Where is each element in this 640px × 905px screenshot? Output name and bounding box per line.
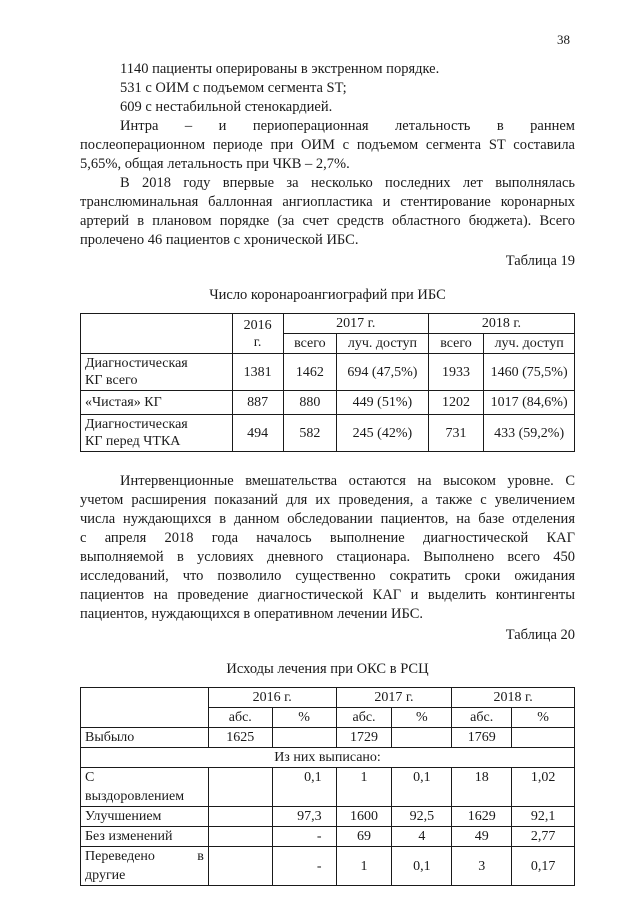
table-20-subheader-abs: абс. [452,708,512,728]
table-cell: 97,3 [272,807,336,827]
row-label: Диагностическая КГ всего [81,354,233,391]
text-line: послеоперационном периоде при ОИМ с подъемом сегмента ST составила [80,137,575,153]
table-19-subheader-radial-2018: луч. доступ [484,334,575,354]
text-line: учетом расширения показаний для их проведения, а также с увеличением [80,492,575,508]
table-cell: 49 [452,827,512,847]
text-line: артерий в плановом порядке (за счет средств областного бюджета). Всего [80,213,575,229]
table-cell: 1600 [336,807,392,827]
table-19-subheader-all-2018: всего [428,334,483,354]
table-cell [512,728,575,748]
table-20-subheader-pct: % [272,708,336,728]
table-20-title: Исходы лечения при ОКС в РСЦ [226,661,429,677]
table-cell [208,807,272,827]
table-cell: 1933 [428,354,483,391]
table-cell: 880 [283,391,336,415]
table-cell: 1381 [232,354,283,391]
table-cell: 1 [336,768,392,807]
document-body [80,60,575,886]
table-19-label: Таблица 19 [505,253,575,269]
table-cell: 0,1 [392,768,452,807]
text-line: исследований, что позволило существенно сократить сроки ожидания [80,568,575,584]
table-row [81,354,575,391]
text-line: В 2018 году впервые за несколько последних лет выполнялась [120,175,575,191]
table-row [81,728,575,748]
text-line: числа нуждающихся в данном обследовании пациентов, на базе отделения [80,511,575,527]
paragraph-lethality [80,117,575,174]
table-19 [80,313,575,452]
table-cell: 1629 [452,807,512,827]
table-cell: 92,1 [512,807,575,827]
table-cell [208,847,272,886]
table-cell: 18 [452,768,512,807]
row-label: Улучшением [81,807,209,827]
table-row [81,748,575,768]
table-cell: 0,17 [512,847,575,886]
table-20 [80,687,575,886]
table-20-subheader-abs: абс. [208,708,272,728]
table-cell [272,728,336,748]
text-line: транслюминальная баллонная ангиопластика и стентирование коронарных [80,194,575,210]
table-cell: 1729 [336,728,392,748]
table-cell: 0,1 [392,847,452,886]
table-20-header-2017: 2017 г. [336,688,452,708]
table-19-header-2016: 2016 г. [232,314,283,354]
paragraph-interventions [80,472,575,624]
table-20-subheader-pct: % [512,708,575,728]
table-cell: 1462 [283,354,336,391]
table-19-header-2018: 2018 г. [428,314,574,334]
text-line: выполняемой в условиях дневного стационара. Выполнено всего 450 [80,549,575,565]
table-cell: 1625 [208,728,272,748]
intro-line-2: 531 с ОИМ с подъемом сегмента ST; [120,80,347,96]
intro-line-1: 1140 пациенты оперированы в экстренном порядке. [120,61,440,77]
text-line: пролечено 46 пациентов с хронической ИБС. [80,232,359,248]
table-row [81,827,575,847]
table-row [81,847,575,886]
table-row [81,415,575,452]
table-cell: 92,5 [392,807,452,827]
table-cell: 2,77 [512,827,575,847]
table-cell: - [272,847,336,886]
table-cell [392,728,452,748]
table-cell: 245 (42%) [337,415,429,452]
table-19-title: Число коронароангиографий при ИБС [209,287,446,303]
table-cell [208,827,272,847]
page-number: 38 [557,32,570,47]
row-label: Без изменений [81,827,209,847]
table-cell: 731 [428,415,483,452]
table-cell: 1017 (84,6%) [484,391,575,415]
text-line: 5,65%, общая летальность при ЧКВ – 2,7%. [80,156,350,172]
text-line: Интра – и периоперационная летальность в раннем [120,118,575,134]
table-cell: 433 (59,2%) [484,415,575,452]
table-cell: 1769 [452,728,512,748]
table-19-corner-cell [81,314,233,354]
table-20-corner-cell [81,688,209,728]
row-label: Диагностическая КГ перед ЧТКА [81,415,233,452]
text-line: пациентов на проведение диагностической КАГ и выделить контингенты [80,587,575,603]
row-label: С выздоровлением [81,768,209,807]
intro-line-3: 609 с нестабильной стенокардией. [120,99,333,115]
table-cell: 694 (47,5%) [337,354,429,391]
table-cell: 1,02 [512,768,575,807]
table-20-subheader-pct: % [392,708,452,728]
table-cell: 3 [452,847,512,886]
table-cell: 887 [232,391,283,415]
table-row [81,807,575,827]
table-20-subheading: Из них выписано: [81,748,575,768]
table-20-header-2018: 2018 г. [452,688,575,708]
table-cell: 4 [392,827,452,847]
row-label: «Чистая» КГ [81,391,233,415]
table-row [81,768,575,807]
text-line: с апреля 2018 года началось выполнение диагностической КАГ [80,530,575,546]
table-cell: 1202 [428,391,483,415]
table-cell: 1460 (75,5%) [484,354,575,391]
table-cell: 449 (51%) [337,391,429,415]
table-19-subheader-radial-2017: луч. доступ [337,334,429,354]
table-cell: 1 [336,847,392,886]
table-row [81,391,575,415]
table-19-subheader-all-2017: всего [283,334,336,354]
table-20-label: Таблица 20 [505,627,575,643]
paragraph-2018 [80,174,575,250]
table-cell: - [272,827,336,847]
table-cell: 582 [283,415,336,452]
table-20-subheader-abs: абс. [336,708,392,728]
table-19-header-2017: 2017 г. [283,314,428,334]
table-cell: 0,1 [272,768,336,807]
row-label: Выбыло [81,728,209,748]
table-20-header-2016: 2016 г. [208,688,336,708]
table-cell: 494 [232,415,283,452]
text-line: пациентов, нуждающихся в оперативном лечении ИБС. [80,606,424,622]
row-label: Переведено в другие [81,847,209,886]
table-cell [208,768,272,807]
text-line: Интервенционные вмешательства остаются на высоком уровне. С [120,473,575,489]
table-cell: 69 [336,827,392,847]
